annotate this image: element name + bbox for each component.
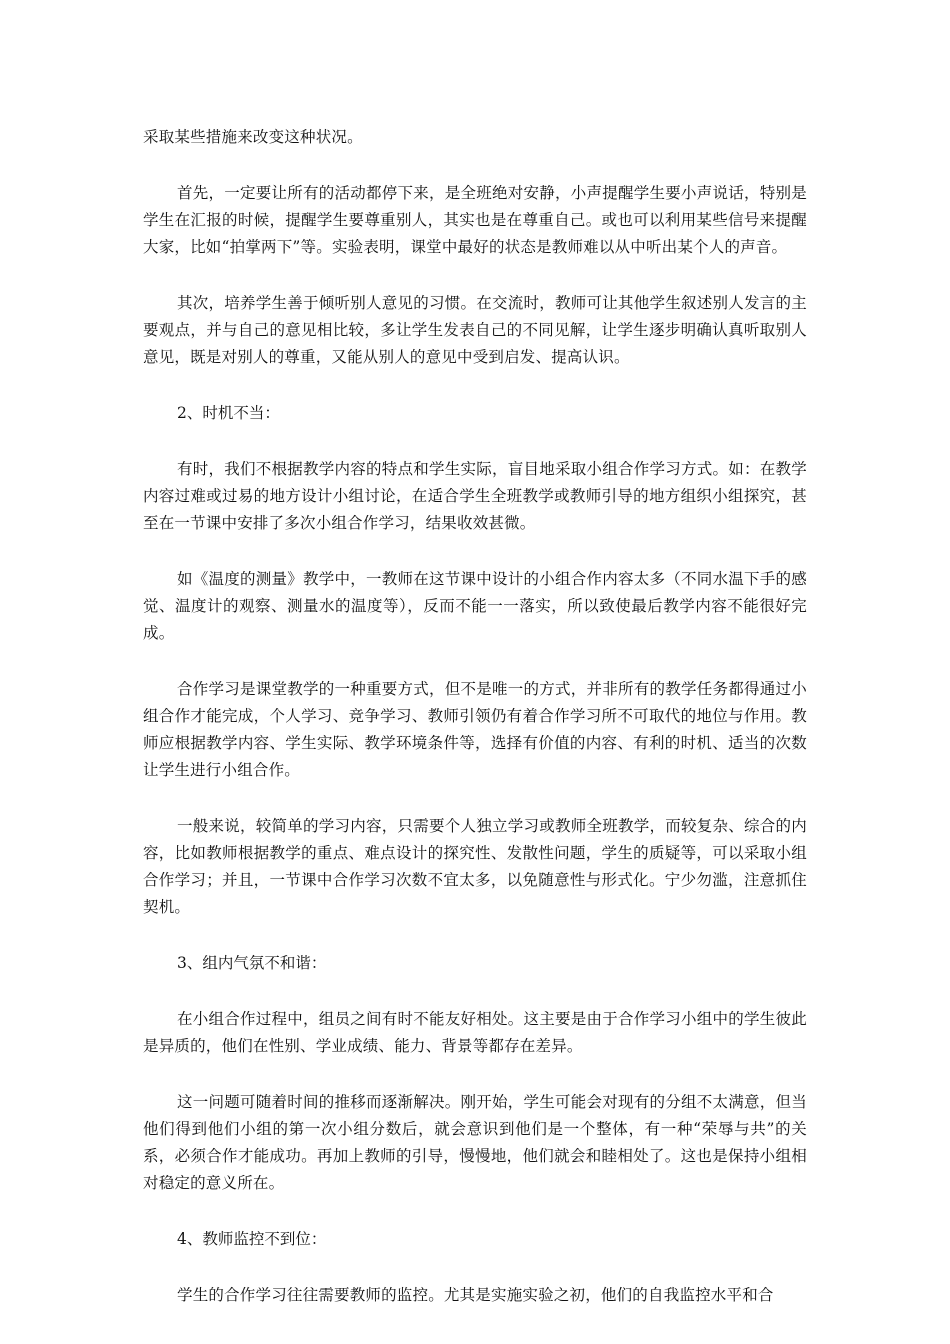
- paragraph-intro-tail: 采取某些措施来改变这种状况。: [143, 128, 363, 146]
- section-heading-3: 3、组内气氛不和谐：: [177, 954, 327, 972]
- paragraph-group-atmosphere: 在小组合作过程中，组员之间有时不能友好相处。这主要是由于合作学习小组中的学生彼此是异质的，他们在性别、学业成绩、能力、背景等都存在差异。: [143, 1010, 807, 1055]
- section-heading-4: 4、教师监控不到位：: [177, 1230, 327, 1248]
- paragraph-content-choice: 一般来说，较简单的学习内容，只需要个人独立学习或教师全班教学，而较复杂、综合的内容，比如教师根据教学的重点、难点设计的探究性、发散性问题，学生的质疑等，可以采取小组合作学习；并且，一节课中合作学习次数不宜太多，以免随意性与形式化。宁少勿滥，注意抓住契机。: [143, 817, 807, 916]
- paragraph-timing-problem: 有时，我们不根据教学内容的特点和学生实际，盲目地采取小组合作学习方式。如：在教学内容过难或过易的地方设计小组讨论，在适合学生全班教学或教师引导的地方组织小组探究，甚至在一节课中安排了多次小组合作学习，结果收效甚微。: [143, 460, 807, 532]
- paragraph-second-measure: 其次，培养学生善于倾听别人意见的习惯。在交流时，教师可让其他学生叙述别人发言的主要观点，并与自己的意见相比较，多让学生发表自己的不同见解，让学生逐步明确认真听取别人意见，既是对别人的尊重，又能从别人的意见中受到启发、提高认识。: [143, 294, 807, 366]
- paragraph-teacher-monitoring: 学生的合作学习往往需要教师的监控。尤其是实施实验之初，他们的自我监控水平和合: [177, 1286, 774, 1304]
- paragraph-cooperative-learning: 合作学习是课堂教学的一种重要方式，但不是唯一的方式，并非所有的教学任务都得通过小组合作才能完成，个人学习、竞争学习、教师引领仍有着合作学习所不可取代的地位与作用。教师应根据教学内容、学生实际、教学环境条件等，选择有价值的内容、有利的时机、适当的次数让学生进行小组合作。: [143, 680, 807, 779]
- paragraph-first-measure: 首先，一定要让所有的活动都停下来，是全班绝对安静，小声提醒学生要小声说话，特别是学生在汇报的时候，提醒学生要尊重别人，其实也是在尊重自己。或也可以利用某些信号来提醒大家，比如“拍掌两下”等。实验表明，课堂中最好的状态是教师难以从中听出某个人的声音。: [143, 184, 807, 256]
- document-body: [143, 124, 807, 1338]
- paragraph-temperature-example: 如《温度的测量》教学中，一教师在这节课中设计的小组合作内容太多（不同水温下手的感觉、温度计的观察、测量水的温度等），反而不能一一落实，所以致使最后教学内容不能很好完成。: [143, 570, 807, 642]
- section-heading-2: 2、时机不当：: [177, 404, 280, 422]
- paragraph-resolution: 这一问题可随着时间的推移而逐渐解决。刚开始，学生可能会对现有的分组不太满意，但当他们得到他们小组的第一次小组分数后，就会意识到他们是一个整体，有一种“荣辱与共”的关系，必须合作才能成功。再加上教师的引导，慢慢地，他们就会和睦相处了。这也是保持小组相对稳定的意义所在。: [143, 1093, 807, 1192]
